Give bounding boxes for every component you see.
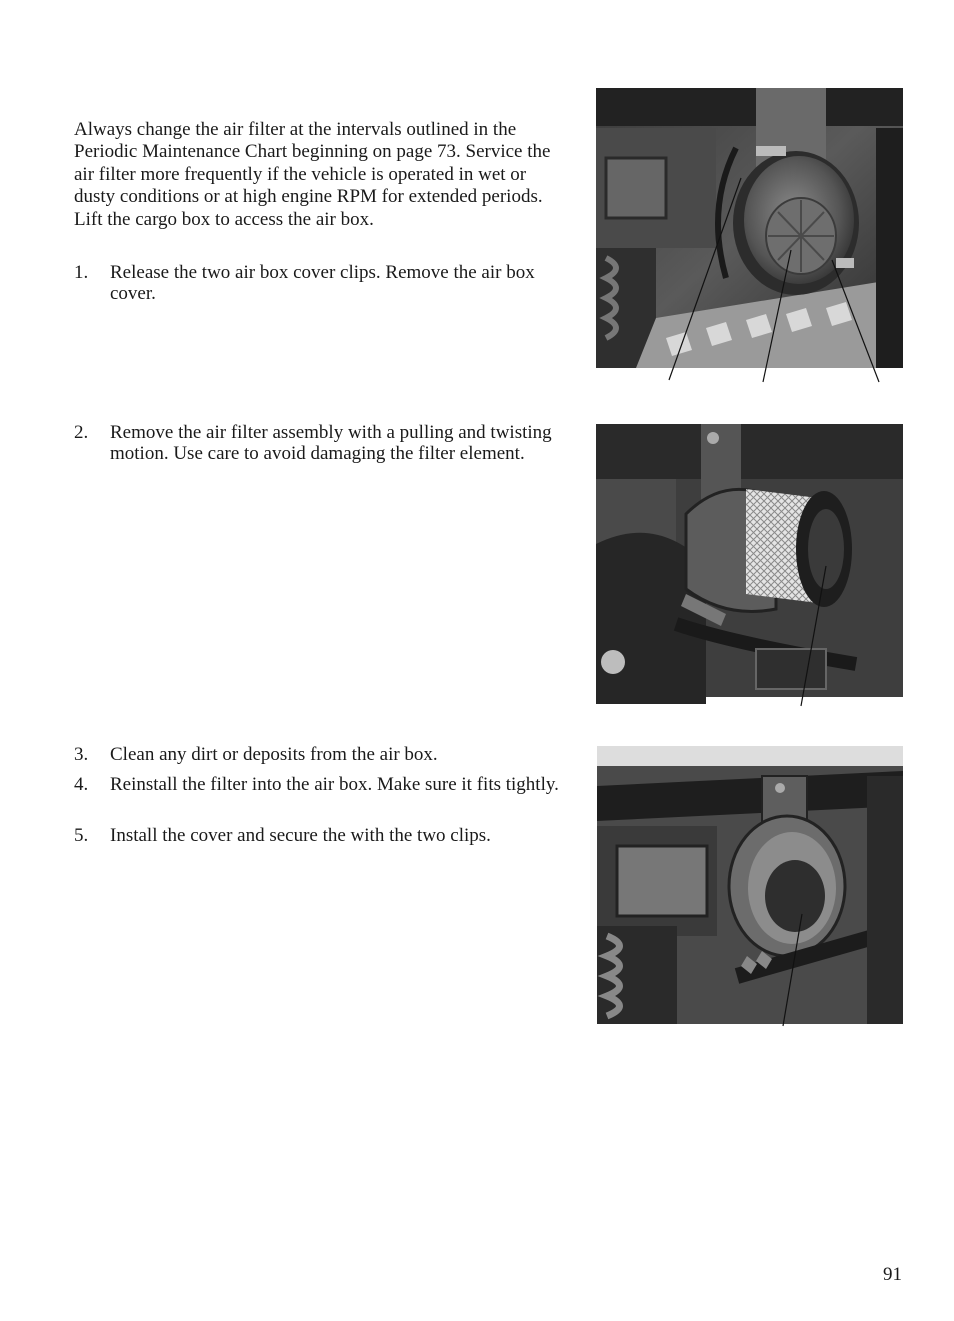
step-text: Install the cover and secure the with the two clips. <box>110 825 491 846</box>
step-text: Reinstall the filter into the air box. Make sure it fits tightly. <box>110 774 559 795</box>
step-text: Clean any dirt or deposits from the air box. <box>110 744 438 765</box>
step-1 <box>74 262 570 304</box>
step-5 <box>74 825 570 846</box>
step-number: 1. <box>74 262 89 283</box>
step-text: Release the two air box cover clips. Remove the air box cover. <box>110 262 535 304</box>
step-number: 2. <box>74 422 89 443</box>
step-number: 4. <box>74 774 89 795</box>
step-2 <box>74 422 570 464</box>
step-3 <box>74 744 570 765</box>
step-number: 3. <box>74 744 89 765</box>
step-4 <box>74 774 570 795</box>
step-number: 5. <box>74 825 89 846</box>
photo-air-filter-assembly <box>596 424 903 708</box>
photo-air-box-open <box>597 746 903 1028</box>
page-number: 91 <box>883 1264 902 1285</box>
step-text: Remove the air filter assembly with a pulling and twisting motion. Use care to avoid damaging the filter element. <box>110 422 552 464</box>
photo-air-box-cover <box>596 88 903 383</box>
intro-paragraph: Always change the air filter at the intervals outlined in the Periodic Maintenance Chart beginning on page 73. Service the air filter more frequently if the vehicle is operated in wet or dusty conditions or at high engine RPM for extended periods. Lift the cargo box to access the air box. <box>74 119 551 230</box>
